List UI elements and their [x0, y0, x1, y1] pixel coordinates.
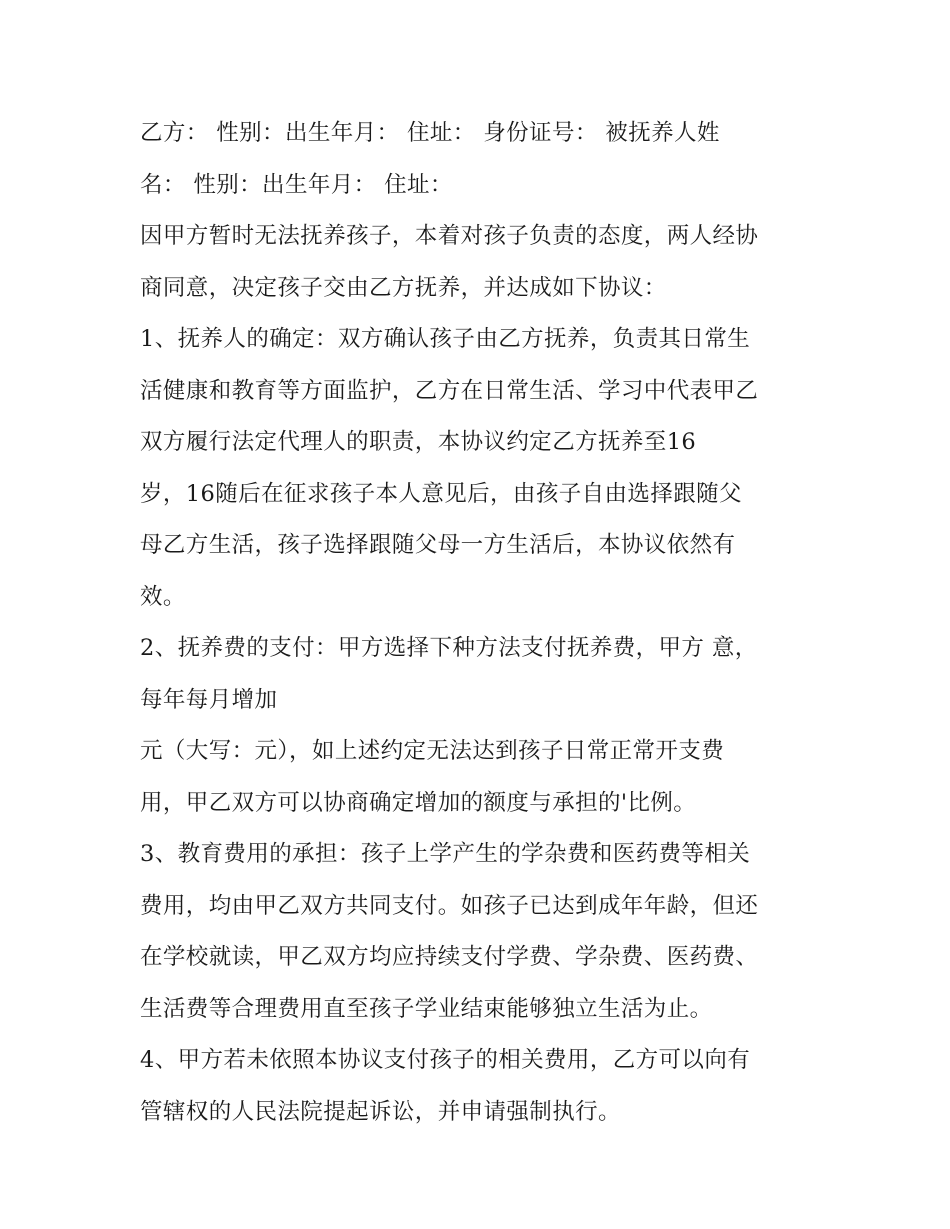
text-line: 在学校就读，甲乙双方均应持续支付学费、学杂费、医药费、 [140, 944, 759, 970]
text-line: 每年每月增加 [140, 686, 278, 713]
text-line: 1、抚养人的确定：双方确认孩子由乙方抚养，负责其日常生 [140, 326, 751, 352]
text-line: 2、抚养费的支付：甲方选择下种方法支付抚养费，甲方 意， [140, 635, 758, 661]
text-line: 效。 [140, 583, 186, 610]
text-line: 生活费等合理费用直至孩子学业结束能够独立生活为止。 [140, 995, 713, 1022]
agreement-body [140, 108, 830, 1138]
text-line: 4、甲方若未依照本协议支付孩子的相关费用，乙方可以向有 [140, 1047, 751, 1073]
text-line: 用，甲乙双方可以协商确定增加的额度与承担的'比例。 [140, 789, 697, 816]
text-line: 活健康和教育等方面监护，乙方在日常生活、学习中代表甲乙 [140, 377, 759, 404]
text-line: 费用，均由甲乙双方共同支付。如孩子已达到成年年龄，但还 [140, 892, 759, 919]
text-line: 母乙方生活，孩子选择跟随父母一方生活后，本协议依然有 [140, 532, 736, 558]
text-line: 因甲方暂时无法抚养孩子，本着对孩子负责的态度，两人经协 [140, 223, 759, 249]
text-line: 元（大写：元），如上述约定无法达到孩子日常正常开支费 [140, 738, 725, 764]
text-line: 管辖权的人民法院提起诉讼，并申请强制执行。 [140, 1098, 621, 1125]
text-line: 双方履行法定代理人的职责，本协议约定乙方抚养至16 [140, 429, 697, 455]
text-line: 商同意，决定孩子交由乙方抚养，并达成如下协议： [140, 274, 667, 301]
text-line: 乙方： 性别：出生年月： 住址： 身份证号： 被抚养人姓 [140, 120, 720, 146]
text-line: 岁，16随后在征求孩子本人意见后，由孩子自由选择跟随父 [140, 480, 742, 507]
text-line: 3、教育费用的承担：孩子上学产生的学杂费和医药费等相关 [140, 841, 751, 867]
text-line: 名： 性别：出生年月： 住址： [140, 171, 453, 198]
